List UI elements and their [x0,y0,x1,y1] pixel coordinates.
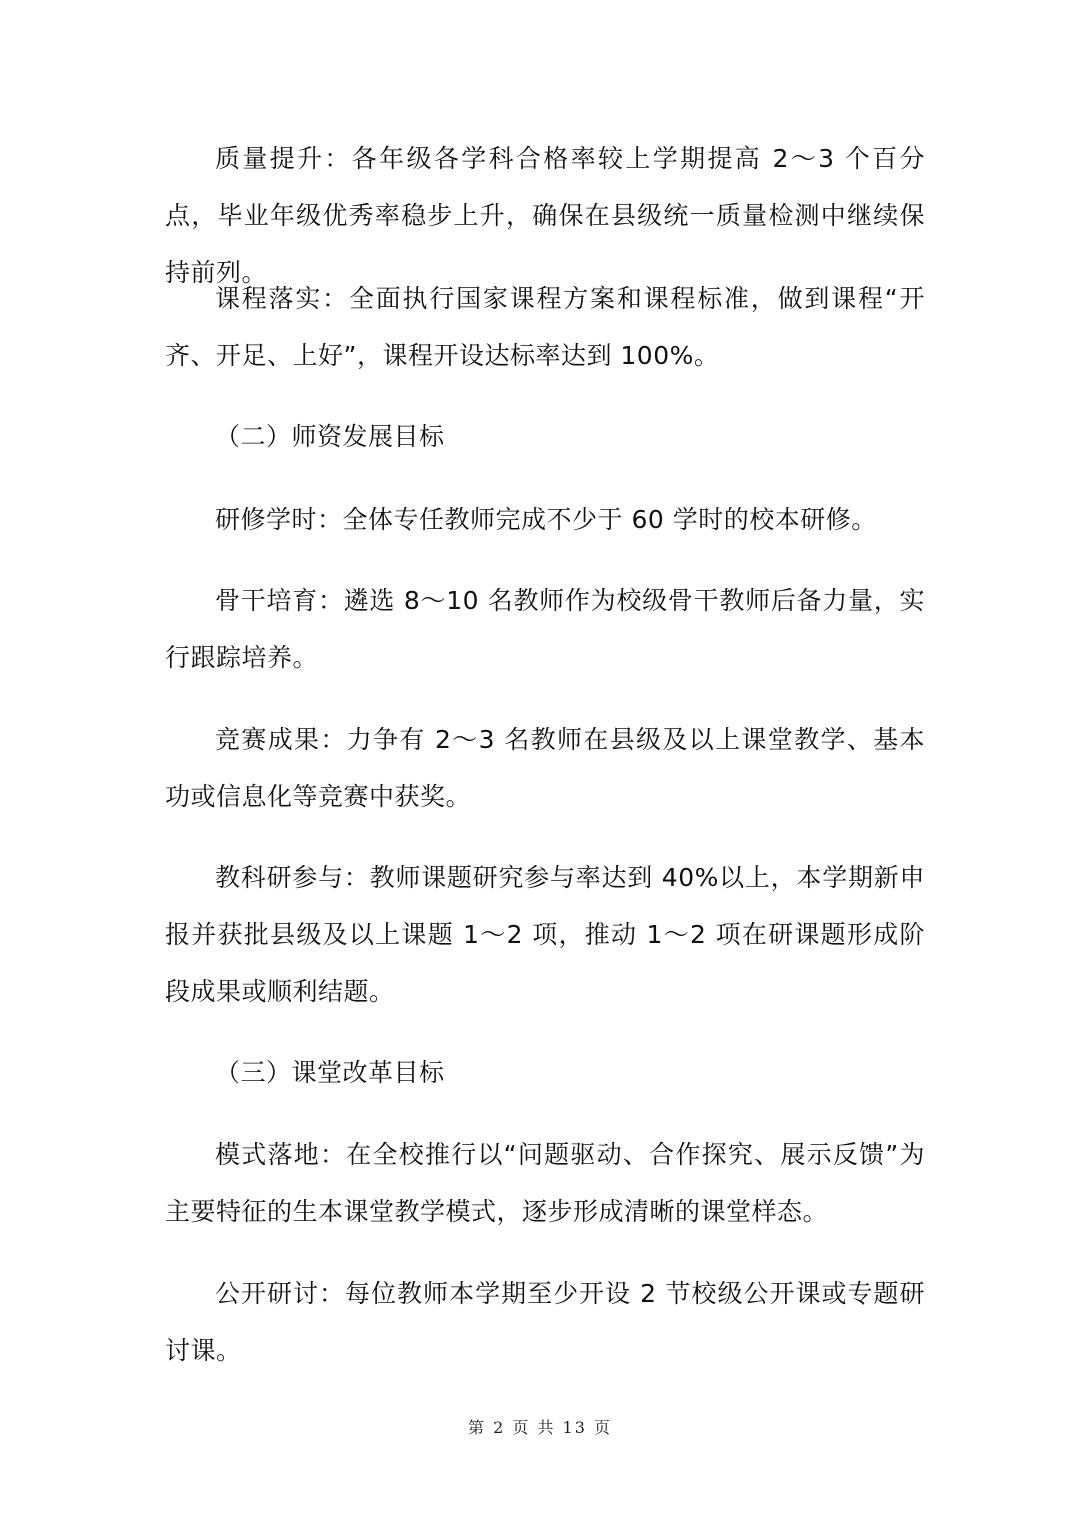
section-heading-classroom: （三）课堂改革目标 [215,1058,445,1087]
paragraph-model: 模式落地：在全校推行以“问题驱动、合作探究、展示反馈”为主要特征的生本课堂教学模式，逐步形成清晰的课堂样态。 [165,1140,925,1226]
paragraph-backbone: 骨干培育：遴选 8～10 名教师作为校级骨干教师后备力量，实行跟踪培养。 [165,586,925,672]
paragraph-quality: 质量提升：各年级各学科合格率较上学期提高 2～3 个百分点，毕业年级优秀率稳步上升，确保在县级统一质量检测中继续保持前列。 [165,144,925,287]
page-footer: 第 2 页 共 13 页 [468,1418,612,1437]
paragraph-competition: 竞赛成果：力争有 2～3 名教师在县级及以上课堂教学、基本功或信息化等竞赛中获奖。 [165,725,925,811]
paragraph-curriculum: 课程落实：全面执行国家课程方案和课程标准，做到课程“开齐、开足、上好”，课程开设达标率达到 100%。 [165,284,925,370]
section-heading-teacher: （二）师资发展目标 [215,422,445,451]
paragraph-study-hours: 研修学时：全体专任教师完成不少于 60 学时的校本研修。 [215,505,877,534]
paragraph-open-class: 公开研讨：每位教师本学期至少开设 2 节校级公开课或专题研讨课。 [165,1279,925,1365]
paragraph-research: 教科研参与：教师课题研究参与率达到 40%以上，本学期新申报并获批县级及以上课题 1～2 项，推动 1～2 项在研课题形成阶段成果或顺利结题。 [165,863,925,1006]
